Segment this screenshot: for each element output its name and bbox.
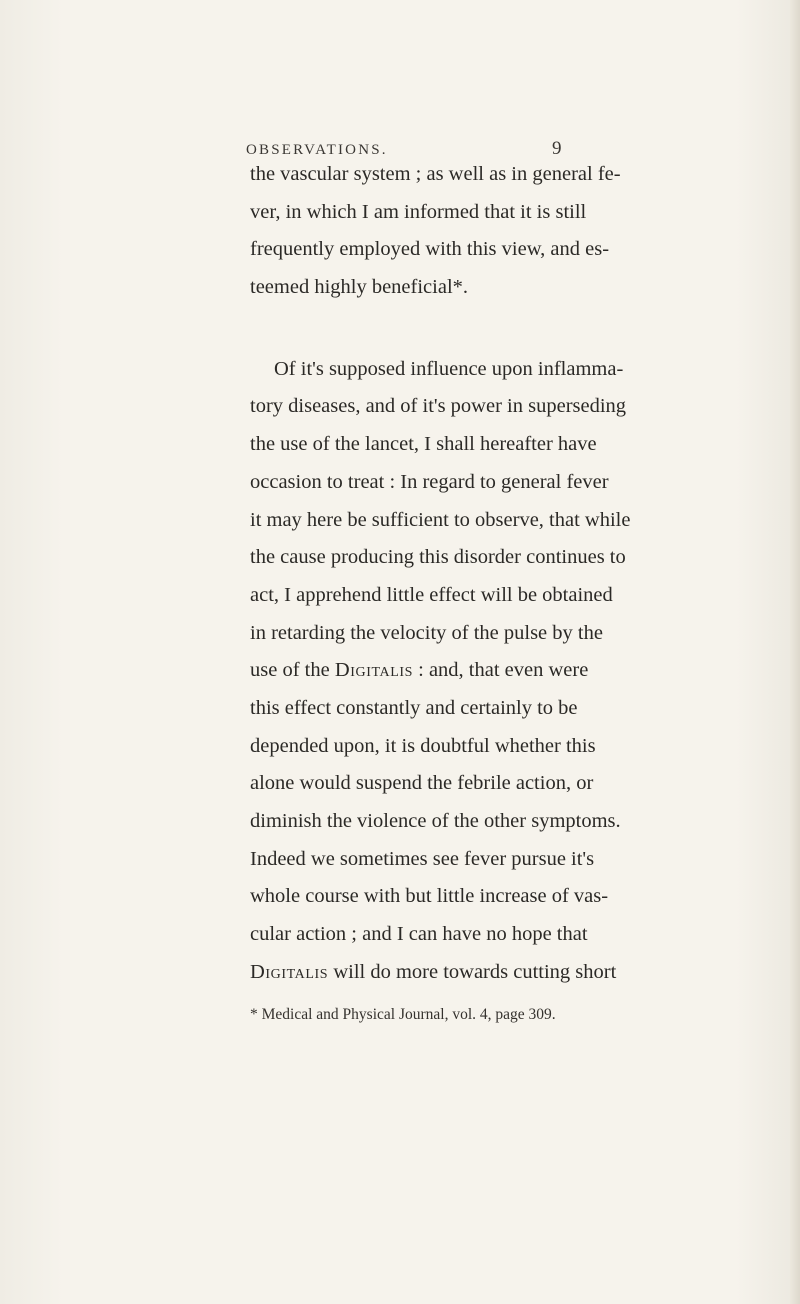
text-line: in retarding the velocity of the pulse by the [250, 621, 603, 644]
text-line: occasion to treat : In regard to general fever [250, 470, 609, 493]
page-edge [790, 0, 800, 1304]
text-line: ver, in which I am informed that it is still [250, 200, 587, 223]
text-segment: use of the [250, 659, 335, 682]
text-line: this effect constantly and certainly to be [250, 696, 578, 719]
text-line: whole course with but little increase of vas- [250, 885, 609, 908]
digitalis-term: Digitalis [250, 960, 329, 983]
text-line: frequently employed with this view, and es- [250, 238, 610, 261]
text-line [250, 954, 617, 992]
page-number: 9 [552, 138, 562, 159]
text-segment: : and, that even were [413, 659, 589, 682]
body-text [250, 156, 631, 1025]
text-line: tory diseases, and of it's power in superseding [250, 395, 627, 418]
text-line: Indeed we sometimes see fever pursue it's [250, 847, 595, 870]
text-line: it may here be sufficient to observe, that while [250, 508, 631, 531]
text-line: act, I apprehend little effect will be obtained [250, 583, 613, 606]
text-line [250, 652, 589, 690]
text-line: cular action ; and I can have no hope that [250, 923, 588, 946]
digitalis-term: Digitalis [334, 659, 414, 682]
text-line: the use of the lancet, I shall hereafter have [250, 433, 597, 456]
running-head: OBSERVATIONS. [246, 142, 388, 158]
text-line: diminish the violence of the other symptoms. [250, 810, 621, 832]
text-line: the cause producing this disorder continues to [250, 546, 626, 569]
paragraph-2 [250, 351, 631, 992]
text-line: depended upon, it is doubtful whether this [250, 734, 596, 757]
text-line: the vascular system ; as well as in general fe- [250, 163, 621, 185]
paragraph-1 [250, 156, 621, 307]
text-line: alone would suspend the febrile action, or [250, 772, 594, 795]
footnote: * Medical and Physical Journal, vol. 4, page 309. [250, 1006, 556, 1024]
text-line: Of it's supposed influence upon inflamma- [274, 357, 624, 380]
text-segment: will do more towards cutting short [328, 960, 617, 983]
text-line: teemed highly beneficial*. [250, 276, 469, 299]
